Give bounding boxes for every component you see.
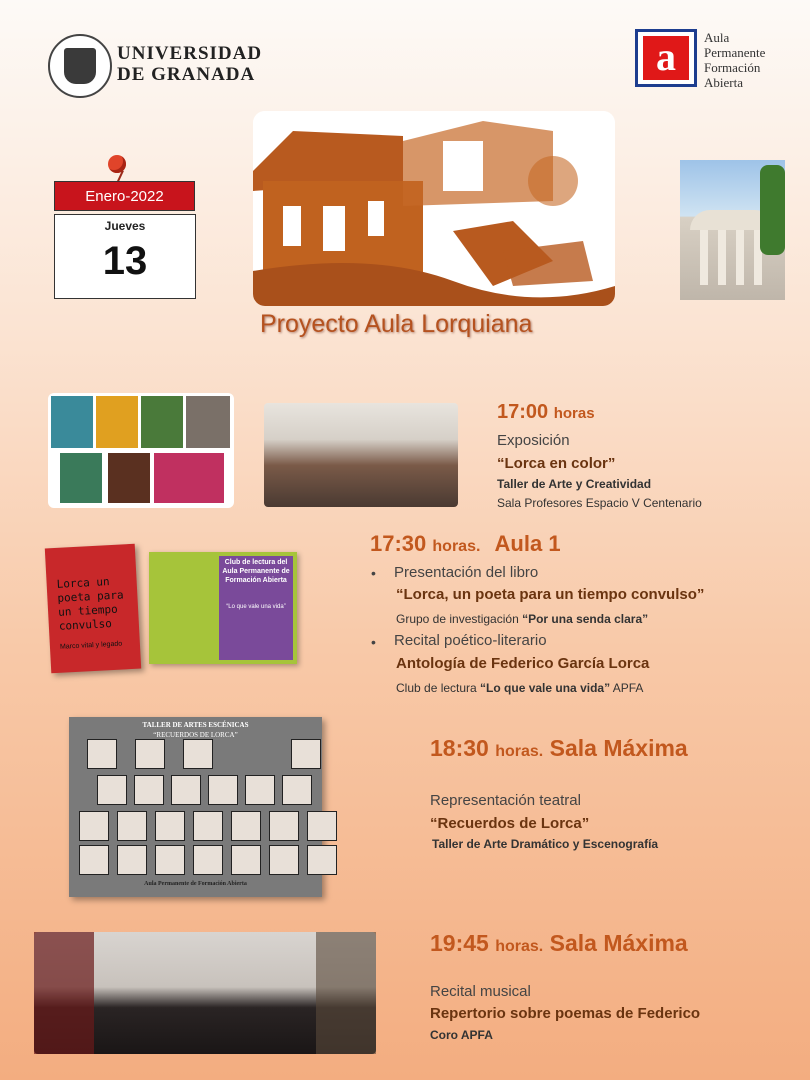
page-title: Proyecto Aula Lorquiana <box>260 310 533 338</box>
university-name <box>117 43 262 85</box>
lorca-house-illustration <box>253 111 615 306</box>
apfa-line-2: Permanente <box>704 45 766 60</box>
event4-room: Sala Máxima <box>549 930 688 956</box>
portrait-thumb <box>231 811 261 841</box>
portrait-thumb <box>307 811 337 841</box>
event2-item2-org-name: “Lo que vale una vida” <box>480 681 611 695</box>
painting-thumb <box>186 396 230 448</box>
event3-type: Representación teatral <box>430 792 581 809</box>
university-seal-icon <box>48 34 112 98</box>
event2-item2-label: Recital poético-literario <box>394 632 547 649</box>
event1-time-value: 17:00 <box>497 401 549 423</box>
event1-horas: horas <box>553 405 595 422</box>
portrait-thumb <box>79 811 109 841</box>
event2-item1-label: Presentación del libro <box>394 564 539 581</box>
poster-footer: Aula Permanente de Formación Abierta <box>144 881 247 887</box>
poster-title: TALLER DE ARTES ESCÉNICAS <box>142 721 249 729</box>
calendar-day-number: 13 <box>102 239 148 283</box>
event1-name: “Lorca en color” <box>497 455 616 472</box>
event1-place: Sala Profesores Espacio V Centenario <box>497 496 702 510</box>
event4-name: Repertorio sobre poemas de Federico <box>430 1005 701 1022</box>
apfa-name <box>704 30 765 90</box>
painting-thumb <box>96 396 138 448</box>
calendar-weekday: Jueves <box>104 219 146 233</box>
event3-room: Sala Máxima <box>549 735 688 761</box>
apfa-logo-letter: a <box>643 36 689 80</box>
event3-time-value: 18:30 <box>430 735 489 761</box>
event3-name: “Recuerdos de Lorca” <box>430 815 590 832</box>
event3-time <box>430 735 688 762</box>
club-poster-subtitle: “Lo que vale una vida” <box>226 604 286 610</box>
exhibition-group-photo <box>264 403 458 507</box>
portrait-thumb <box>269 845 299 875</box>
event3-horas: horas. <box>495 743 544 760</box>
apfa-logo <box>635 29 697 87</box>
theatre-poster <box>69 717 322 897</box>
paintings-collage <box>48 393 234 508</box>
portrait-thumb <box>245 775 275 805</box>
choir-photo <box>34 932 376 1054</box>
event2-time <box>370 531 561 557</box>
portrait-thumb <box>79 845 109 875</box>
apfa-line-1: Aula <box>704 30 730 45</box>
event2-item2-org-suffix: APFA <box>610 681 644 695</box>
portrait-thumb <box>231 845 261 875</box>
bullet-icon: • <box>371 565 376 581</box>
event1-type: Exposición <box>497 432 570 449</box>
event2-item1-org-name: “Por una senda clara” <box>522 612 649 626</box>
event4-time-value: 19:45 <box>430 930 489 956</box>
calendar-month: Enero-2022 <box>54 181 195 211</box>
event2-horas: horas. <box>432 538 481 555</box>
portrait-thumb <box>134 775 164 805</box>
painting-thumb <box>51 396 93 448</box>
event2-item2-org-prefix: Club de lectura <box>396 681 481 695</box>
event2-item1-org-prefix: Grupo de investigación <box>396 612 523 626</box>
portrait-thumb <box>208 775 238 805</box>
portrait-thumb <box>155 845 185 875</box>
portrait-thumb <box>282 775 312 805</box>
event3-organizer: Taller de Arte Dramático y Escenografía <box>432 837 659 851</box>
calendar-day <box>54 214 196 299</box>
portrait-thumb <box>171 775 201 805</box>
portrait-thumb <box>117 811 147 841</box>
building-photo <box>680 160 785 300</box>
bullet-icon: • <box>371 634 376 650</box>
event2-item2-title: Antología de Federico García Lorca <box>396 655 650 672</box>
portrait-thumb <box>193 811 223 841</box>
club-poster-title: Club de lectura del Aula Permanente de Formación Abierta <box>222 559 290 584</box>
event1-organizer: Taller de Arte y Creatividad <box>497 477 652 491</box>
event2-item1-org <box>396 612 648 626</box>
event2-item1-title: “Lorca, un poeta para un tiempo convulso” <box>396 586 705 603</box>
painting-thumb <box>60 453 102 503</box>
event2-room: Aula 1 <box>494 531 561 556</box>
poster-subtitle: “RECUERDOS DE LORCA” <box>153 731 238 739</box>
event4-horas: horas. <box>495 938 544 955</box>
apfa-line-4: Abierta <box>704 75 743 90</box>
portrait-thumb <box>269 811 299 841</box>
apfa-line-3: Formación <box>704 60 761 75</box>
portrait-thumb <box>135 739 165 769</box>
portrait-thumb <box>291 739 321 769</box>
event4-type: Recital musical <box>430 983 531 1000</box>
portrait-thumb <box>117 845 147 875</box>
portrait-thumb <box>87 739 117 769</box>
portrait-thumb <box>183 739 213 769</box>
event4-organizer: Coro APFA <box>430 1028 493 1042</box>
painting-thumb <box>108 453 150 503</box>
reading-club-poster <box>149 552 297 664</box>
event2-item2-org <box>396 681 643 695</box>
painting-thumb <box>141 396 183 448</box>
portrait-thumb <box>155 811 185 841</box>
event4-time <box>430 930 688 957</box>
university-line-2: DE GRANADA <box>117 64 256 85</box>
event2-time-value: 17:30 <box>370 531 427 556</box>
event1-time <box>497 401 595 424</box>
book-subtitle: Marco vital y legado <box>59 640 123 651</box>
portrait-thumb <box>193 845 223 875</box>
book-title: Lorca un poeta para un tiempo convulso <box>56 575 124 633</box>
portrait-thumb <box>97 775 127 805</box>
painting-thumb <box>154 453 224 503</box>
university-line-1: UNIVERSIDAD <box>117 43 263 64</box>
portrait-thumb <box>307 845 337 875</box>
book-cover <box>45 544 141 674</box>
